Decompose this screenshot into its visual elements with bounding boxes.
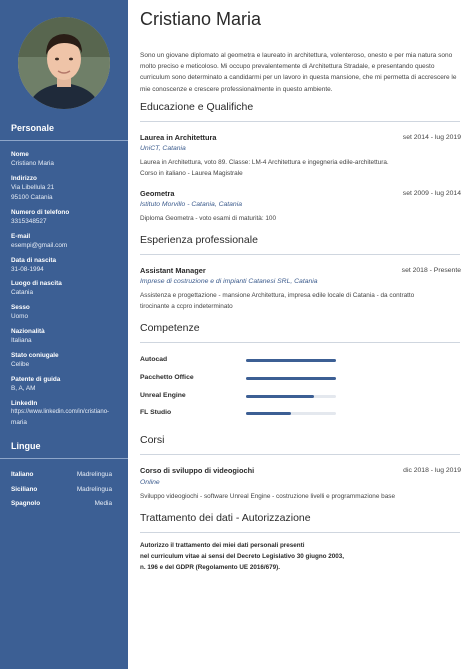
education-description: Corso in italiano - Laurea Magistrale bbox=[140, 170, 243, 177]
privacy-line: nel curriculum vitae ai sensi del Decreto Legislativo 30 giugno 2003, bbox=[140, 553, 345, 561]
profile-photo bbox=[18, 17, 110, 109]
section-title-experience: Esperienza professionale bbox=[140, 234, 258, 246]
personal-heading: Personale bbox=[11, 123, 55, 133]
skill-level-fill bbox=[246, 377, 336, 380]
education-degree: Geometra bbox=[140, 189, 175, 198]
field-label-linkedin: LinkedIn bbox=[11, 400, 38, 407]
job-description: tirocinante a ccpro indeterminato bbox=[140, 303, 233, 310]
field-label-nationality: Nazionalità bbox=[11, 328, 45, 335]
field-value-address-line2: 95100 Catania bbox=[11, 194, 53, 201]
skill-level-bar bbox=[246, 377, 336, 380]
privacy-consent bbox=[140, 540, 440, 574]
section-divider bbox=[140, 254, 460, 255]
field-value-nationality: Italiana bbox=[11, 337, 32, 344]
section-divider bbox=[140, 121, 460, 122]
language-name: Spagnolo bbox=[11, 500, 41, 507]
education-dates: set 2009 - lug 2014 bbox=[402, 190, 461, 197]
job-dates: set 2018 - Presente bbox=[401, 267, 461, 274]
field-label-birthplace: Luogo di nascita bbox=[11, 280, 62, 287]
field-label-phone: Numero di telefono bbox=[11, 209, 70, 216]
candidate-name: Cristiano Maria bbox=[140, 9, 262, 29]
section-title-education: Educazione e Qualifiche bbox=[140, 101, 254, 113]
section-title-skills: Competenze bbox=[140, 322, 200, 334]
language-name: Italiano bbox=[11, 471, 34, 478]
education-institution: Istituto Morvillo - Catania, Catania bbox=[140, 201, 242, 208]
section-divider bbox=[140, 454, 460, 455]
course-title: Corso di sviluppo di videogiochi bbox=[140, 466, 255, 475]
education-institution: UniCT, Catania bbox=[140, 145, 186, 152]
field-value-name: Cristiano Maria bbox=[11, 160, 54, 167]
field-value-birthdate: 31-08-1994 bbox=[11, 266, 44, 273]
skill-name: FL Studio bbox=[140, 409, 172, 416]
skill-name: Pacchetto Office bbox=[140, 374, 194, 381]
skill-name: Autocad bbox=[140, 356, 168, 363]
field-label-marital-status: Stato coniugale bbox=[11, 352, 59, 359]
field-label-email: E-mail bbox=[11, 233, 31, 240]
privacy-line: n. 196 e del GDPR (Regolamento UE 2016/679). bbox=[140, 564, 280, 572]
section-divider bbox=[140, 342, 460, 343]
skill-level-fill bbox=[246, 395, 314, 398]
job-company: Imprese di costruzione e di impianti Catanesi SRL, Catania bbox=[140, 278, 318, 285]
course-description: Sviluppo videogiochi - software Unreal Engine - costruzione livelli e programmazione base bbox=[140, 493, 396, 500]
sidebar-divider bbox=[0, 140, 128, 141]
field-label-address: Indirizzo bbox=[11, 175, 37, 182]
education-dates: set 2014 - lug 2019 bbox=[402, 134, 461, 141]
languages-heading: Lingue bbox=[11, 441, 41, 451]
sidebar bbox=[0, 0, 128, 669]
language-level: Madrelingua bbox=[76, 486, 112, 493]
field-value-birthplace: Catania bbox=[11, 289, 34, 296]
privacy-line: Autorizzo il trattamento dei miei dati personali presenti bbox=[140, 542, 305, 549]
skill-name: Unreal Engine bbox=[140, 392, 186, 399]
field-value-email: esempi@gmail.com bbox=[11, 242, 68, 249]
field-label-driving-license: Patente di guida bbox=[11, 376, 61, 383]
field-value-driving-license: B, A, AM bbox=[11, 385, 36, 392]
field-value-gender: Uomo bbox=[11, 313, 29, 320]
sidebar-divider bbox=[0, 458, 128, 459]
skill-level-bar bbox=[246, 412, 336, 415]
section-title-privacy: Trattamento dei dati - Autorizzazione bbox=[140, 512, 311, 524]
field-label-gender: Sesso bbox=[11, 304, 30, 311]
field-value-address-line1: Via Libellula 21 bbox=[11, 184, 55, 191]
profile-summary: Sono un giovane diplomato al geometra e laureato in architettura, volenteroso, onesto e per mia natura sono molto preciso e meticoloso. Mi occupo prevalentemente di Architettura Stradale, e presentando questo curriculum sono determinato a candidarmi per un lavoro in questa mansione, che mi permetta di accrescere le mie conoscenze e crescere professionalmente in questo ambiente. bbox=[140, 52, 457, 93]
course-mode: Online bbox=[140, 479, 160, 486]
education-description: Diploma Geometra - voto esami di maturità: 100 bbox=[140, 215, 277, 222]
job-description: Assistenza e progettazione - mansione Architettura, impresa edile locale di Catania - da contratto bbox=[140, 292, 415, 299]
linkedin-link[interactable]: https://www.linkedin.com/in/cristiano- bbox=[11, 409, 110, 415]
job-title: Assistant Manager bbox=[140, 266, 206, 275]
education-degree: Laurea in Architettura bbox=[140, 133, 217, 142]
education-description: Laurea in Architettura, voto 89. Classe: LM-4 Architettura e ingegneria edile-architettura. bbox=[140, 159, 389, 166]
field-value-phone: 3315348527 bbox=[11, 218, 47, 225]
skill-level-bar bbox=[246, 359, 336, 362]
skill-level-bar bbox=[246, 395, 336, 398]
linkedin-link-continued[interactable]: maria bbox=[11, 419, 27, 426]
course-dates: dic 2018 - lug 2019 bbox=[403, 467, 461, 474]
language-level: Media bbox=[94, 500, 112, 507]
section-title-courses: Corsi bbox=[140, 434, 165, 446]
section-divider bbox=[140, 532, 460, 533]
field-label-birthdate: Data di nascita bbox=[11, 257, 57, 264]
language-name: Siciliano bbox=[11, 486, 38, 493]
language-level: Madrelingua bbox=[76, 471, 112, 478]
field-label-name: Nome bbox=[11, 151, 29, 158]
skill-level-fill bbox=[246, 412, 291, 415]
skill-level-fill bbox=[246, 359, 336, 362]
field-value-marital-status: Celibe bbox=[11, 361, 30, 368]
